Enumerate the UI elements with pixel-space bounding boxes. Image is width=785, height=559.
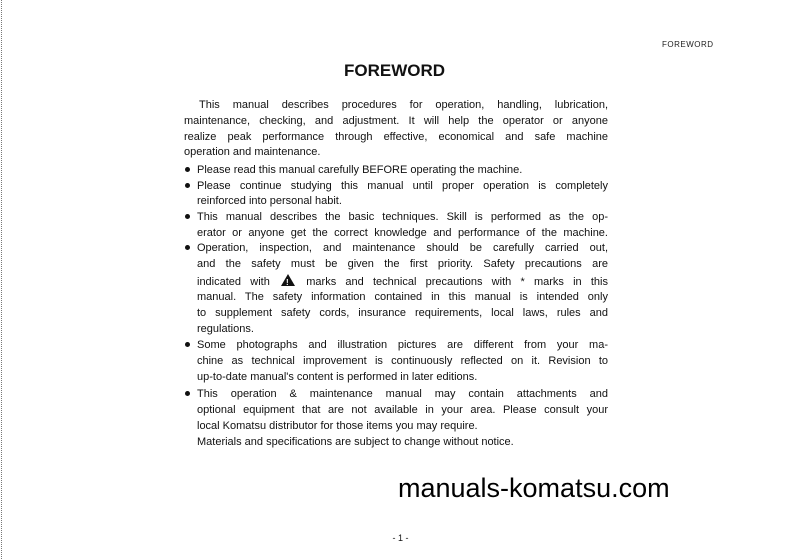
running-head: FOREWORD bbox=[662, 40, 714, 49]
line-text: realize peak performance through effective, economical and safe machine bbox=[184, 131, 608, 143]
body-line bbox=[197, 419, 478, 433]
line-text: to supplement safety cords, insurance requirements, local laws, rules and bbox=[197, 307, 608, 319]
line-text: maintenance, checking, and adjustment. It will help the operator or anyone bbox=[184, 115, 608, 127]
bullet-icon bbox=[185, 342, 190, 347]
line-text: reinforced into personal habit. bbox=[197, 195, 342, 207]
page-number: - 1 - bbox=[392, 533, 409, 543]
line-text: Operation, inspection, and maintenance should be carefully carried out, bbox=[197, 242, 608, 254]
line-text: chine as technical improvement is continuously reflected on it. Revision to bbox=[197, 355, 608, 367]
watermark: manuals-komatsu.com bbox=[398, 473, 670, 503]
body-line bbox=[197, 387, 608, 401]
body-line bbox=[184, 145, 320, 159]
page-title: FOREWORD bbox=[343, 61, 446, 80]
line-text: Please read this manual carefully BEFORE operating the machine. bbox=[197, 164, 523, 176]
body-line bbox=[197, 210, 608, 224]
line-text: marks and technical precautions with * marks in this bbox=[306, 276, 608, 288]
body-line bbox=[197, 194, 342, 208]
body-line bbox=[184, 114, 608, 128]
line-text: Materials and specifications are subject to change without notice. bbox=[197, 436, 514, 448]
line-text: operation and maintenance. bbox=[184, 146, 321, 158]
warning-triangle-icon bbox=[281, 274, 295, 286]
body-line bbox=[197, 306, 608, 320]
body-line bbox=[197, 163, 522, 177]
line-text: erator or anyone get the correct knowledge and performance of the machine. bbox=[197, 227, 608, 239]
bullet-icon bbox=[185, 167, 190, 172]
line-text: This operation & maintenance manual may contain attachments and bbox=[197, 388, 608, 400]
bullet-icon bbox=[185, 214, 190, 219]
line-text: local Komatsu distributor for those items you may require. bbox=[197, 420, 478, 432]
line-text: This manual describes the basic techniques. Skill is performed as the op- bbox=[197, 211, 608, 223]
scan-edge-marks bbox=[1, 0, 2, 559]
bullet-icon bbox=[185, 391, 190, 396]
body-line bbox=[197, 257, 608, 271]
line-text: regulations. bbox=[197, 323, 254, 335]
line-text: optional equipment that are not available in your area. Please consult your bbox=[197, 404, 608, 416]
body-line bbox=[197, 403, 608, 417]
body-line bbox=[197, 241, 608, 255]
body-line bbox=[197, 274, 608, 288]
body-line bbox=[197, 179, 608, 193]
bullet-icon bbox=[185, 245, 190, 250]
body-line bbox=[197, 435, 514, 449]
body-line bbox=[199, 98, 608, 112]
body-line bbox=[197, 290, 608, 304]
line-text: up-to-date manual's content is performed in later editions. bbox=[197, 371, 478, 383]
line-text: and the safety must be given the first priority. Safety precautions are bbox=[197, 258, 608, 270]
body-line bbox=[184, 130, 608, 144]
body-line bbox=[197, 322, 254, 336]
line-text: manual. The safety information contained in this manual is intended only bbox=[197, 291, 608, 303]
line-text: Please continue studying this manual until proper operation is completely bbox=[197, 180, 608, 192]
body-line bbox=[197, 226, 608, 240]
body-line bbox=[197, 354, 608, 368]
bullet-icon bbox=[185, 183, 190, 188]
line-text: indicated with bbox=[197, 276, 270, 288]
body-line bbox=[197, 338, 608, 352]
body-line bbox=[197, 370, 477, 384]
line-text: This manual describes procedures for operation, handling, lubrication, bbox=[199, 99, 608, 111]
line-text: Some photographs and illustration pictures are different from your ma- bbox=[197, 339, 608, 351]
